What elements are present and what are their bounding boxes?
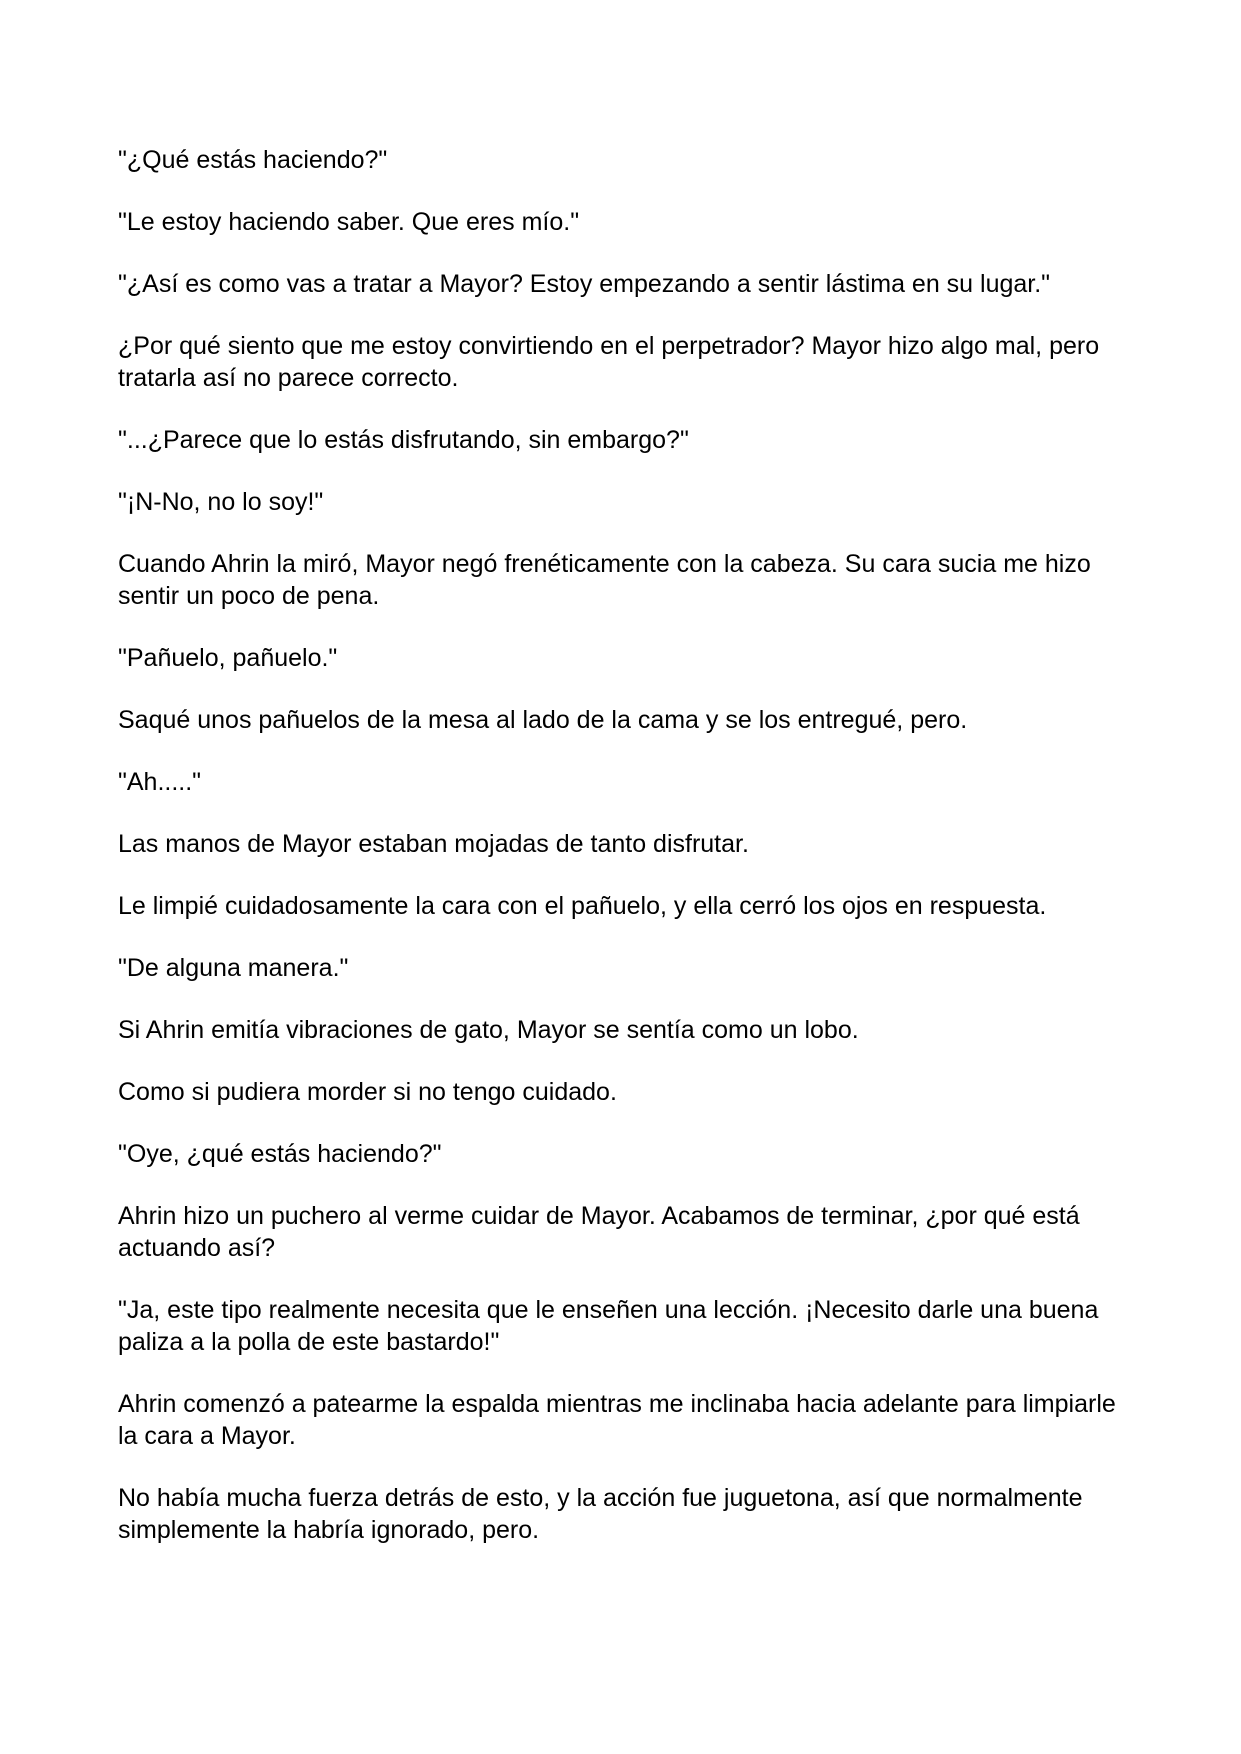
paragraph: Cuando Ahrin la miró, Mayor negó frenéticamente con la cabeza. Su cara sucia me hizo sentir un poco de pena. (118, 550, 1091, 610)
paragraph: Ahrin comenzó a patearme la espalda mientras me inclinaba hacia adelante para limpiarle la cara a Mayor. (118, 1390, 1116, 1450)
paragraph: "De alguna manera." (118, 954, 349, 982)
paragraph: Si Ahrin emitía vibraciones de gato, Mayor se sentía como un lobo. (118, 1016, 859, 1044)
paragraph: Las manos de Mayor estaban mojadas de tanto disfrutar. (118, 830, 749, 858)
paragraph: Le limpié cuidadosamente la cara con el pañuelo, y ella cerró los ojos en respuesta. (118, 892, 1047, 920)
paragraph: No había mucha fuerza detrás de esto, y la acción fue juguetona, así que normalmente simplemente la habría ignorado, pero. (118, 1484, 1083, 1544)
paragraph: "Ja, este tipo realmente necesita que le enseñen una lección. ¡Necesito darle una buena paliza a la polla de este bastardo!" (118, 1296, 1099, 1356)
paragraph: Como si pudiera morder si no tengo cuidado. (118, 1078, 617, 1106)
paragraph: "Le estoy haciendo saber. Que eres mío." (118, 208, 580, 236)
paragraph: "¿Así es como vas a tratar a Mayor? Estoy empezando a sentir lástima en su lugar." (118, 270, 1051, 298)
document-body (118, 144, 1138, 1576)
paragraph: "Pañuelo, pañuelo." (118, 644, 338, 672)
paragraph: "¡N-No, no lo soy!" (118, 488, 324, 516)
paragraph: "...¿Parece que lo estás disfrutando, sin embargo?" (118, 426, 689, 454)
paragraph: "¿Qué estás haciendo?" (118, 146, 388, 174)
paragraph: "Ah....." (118, 768, 202, 796)
paragraph: Saqué unos pañuelos de la mesa al lado de la cama y se los entregué, pero. (118, 706, 968, 734)
paragraph: ¿Por qué siento que me estoy convirtiendo en el perpetrador? Mayor hizo algo mal, pero tratarla así no parece correcto. (118, 332, 1100, 392)
paragraph: Ahrin hizo un puchero al verme cuidar de Mayor. Acabamos de terminar, ¿por qué está actuando así? (118, 1202, 1080, 1262)
paragraph: "Oye, ¿qué estás haciendo?" (118, 1140, 442, 1168)
